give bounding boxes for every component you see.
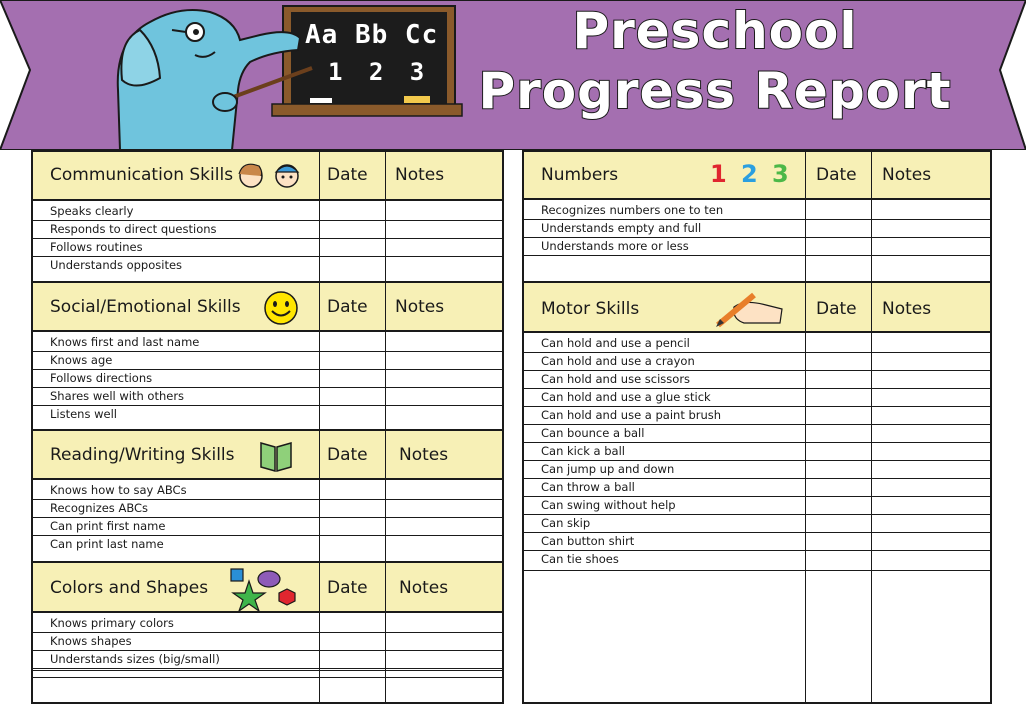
- number-one-glyph: 1: [710, 160, 727, 188]
- chalkboard-line-2: 1 2 3: [328, 58, 431, 86]
- shapes-icon: [229, 567, 299, 611]
- section-header-social-emotional: [33, 281, 502, 332]
- list-item: Can button shirt: [541, 534, 635, 548]
- list-item: Understands empty and full: [541, 221, 702, 235]
- list-item: Knows age: [50, 353, 113, 367]
- section-title: Social/Emotional Skills: [50, 297, 241, 317]
- column-gutter: [504, 150, 522, 704]
- hand-pencil-icon: [714, 287, 784, 329]
- list-item: Recognizes ABCs: [50, 501, 149, 515]
- notes-column-header: Notes: [395, 165, 445, 185]
- list-item: Can print last name: [50, 537, 164, 551]
- left-skills-table: [31, 150, 504, 704]
- list-item: Can throw a ball: [541, 480, 635, 494]
- list-item: Can hold and use scissors: [541, 372, 691, 386]
- page-title-line-2: Progress Report: [478, 62, 952, 120]
- list-item: Listens well: [50, 407, 117, 421]
- notes-column-header: Notes: [882, 165, 932, 185]
- notes-column-header: Notes: [882, 299, 932, 319]
- list-item: Can skip: [541, 516, 591, 530]
- right-skills-table: [522, 150, 992, 704]
- number-two-glyph: 2: [741, 160, 758, 188]
- notes-column-header: Notes: [399, 578, 449, 598]
- list-item: Responds to direct questions: [50, 222, 217, 236]
- list-item: Follows directions: [50, 371, 153, 385]
- section-title: Motor Skills: [541, 299, 640, 319]
- list-item: Can hold and use a pencil: [541, 336, 690, 350]
- chalkboard-line-1: Aa Bb Cc: [305, 20, 439, 50]
- date-column-header: Date: [327, 297, 368, 317]
- list-item: Can print first name: [50, 519, 166, 533]
- section-header-motor-skills: [524, 281, 990, 333]
- list-item: Understands opposites: [50, 258, 183, 272]
- list-item: Shares well with others: [50, 389, 185, 403]
- list-item: Can bounce a ball: [541, 426, 645, 440]
- page-title-line-1: Preschool: [572, 2, 858, 60]
- date-column-header: Date: [816, 299, 857, 319]
- section-header-colors-shapes: [33, 561, 502, 613]
- list-item: Knows first and last name: [50, 335, 200, 349]
- list-item: Can swing without help: [541, 498, 676, 512]
- number-three-glyph: 3: [772, 160, 789, 188]
- list-item: Can hold and use a crayon: [541, 354, 695, 368]
- list-item: Understands sizes (big/small): [50, 652, 220, 666]
- list-item: Knows primary colors: [50, 616, 174, 630]
- kids-faces-icon: [231, 158, 311, 194]
- section-title: Reading/Writing Skills: [50, 445, 235, 465]
- date-column-header: Date: [327, 445, 368, 465]
- open-book-icon: [259, 439, 293, 473]
- section-title: Communication Skills: [50, 165, 234, 185]
- list-item: Can jump up and down: [541, 462, 675, 476]
- section-header-reading-writing: [33, 429, 502, 480]
- date-column-header: Date: [327, 578, 368, 598]
- list-item: Can hold and use a paint brush: [541, 408, 722, 422]
- list-item: Can hold and use a glue stick: [541, 390, 711, 404]
- section-title: Numbers: [541, 165, 619, 185]
- section-header-communication: [33, 152, 502, 201]
- list-item: Speaks clearly: [50, 204, 134, 218]
- date-column-header: Date: [816, 165, 857, 185]
- list-item: Follows routines: [50, 240, 143, 254]
- list-item: Can tie shoes: [541, 552, 619, 566]
- list-item: Recognizes numbers one to ten: [541, 203, 724, 217]
- list-item: Knows how to say ABCs: [50, 483, 187, 497]
- section-header-numbers: [524, 152, 990, 200]
- list-item: Understands more or less: [541, 239, 689, 253]
- date-column-header: Date: [327, 165, 368, 185]
- smiley-face-icon: [263, 290, 299, 326]
- list-item: Knows shapes: [50, 634, 132, 648]
- list-item: Can kick a ball: [541, 444, 625, 458]
- notes-column-header: Notes: [399, 445, 449, 465]
- notes-column-header: Notes: [395, 297, 445, 317]
- section-title: Colors and Shapes: [50, 578, 209, 598]
